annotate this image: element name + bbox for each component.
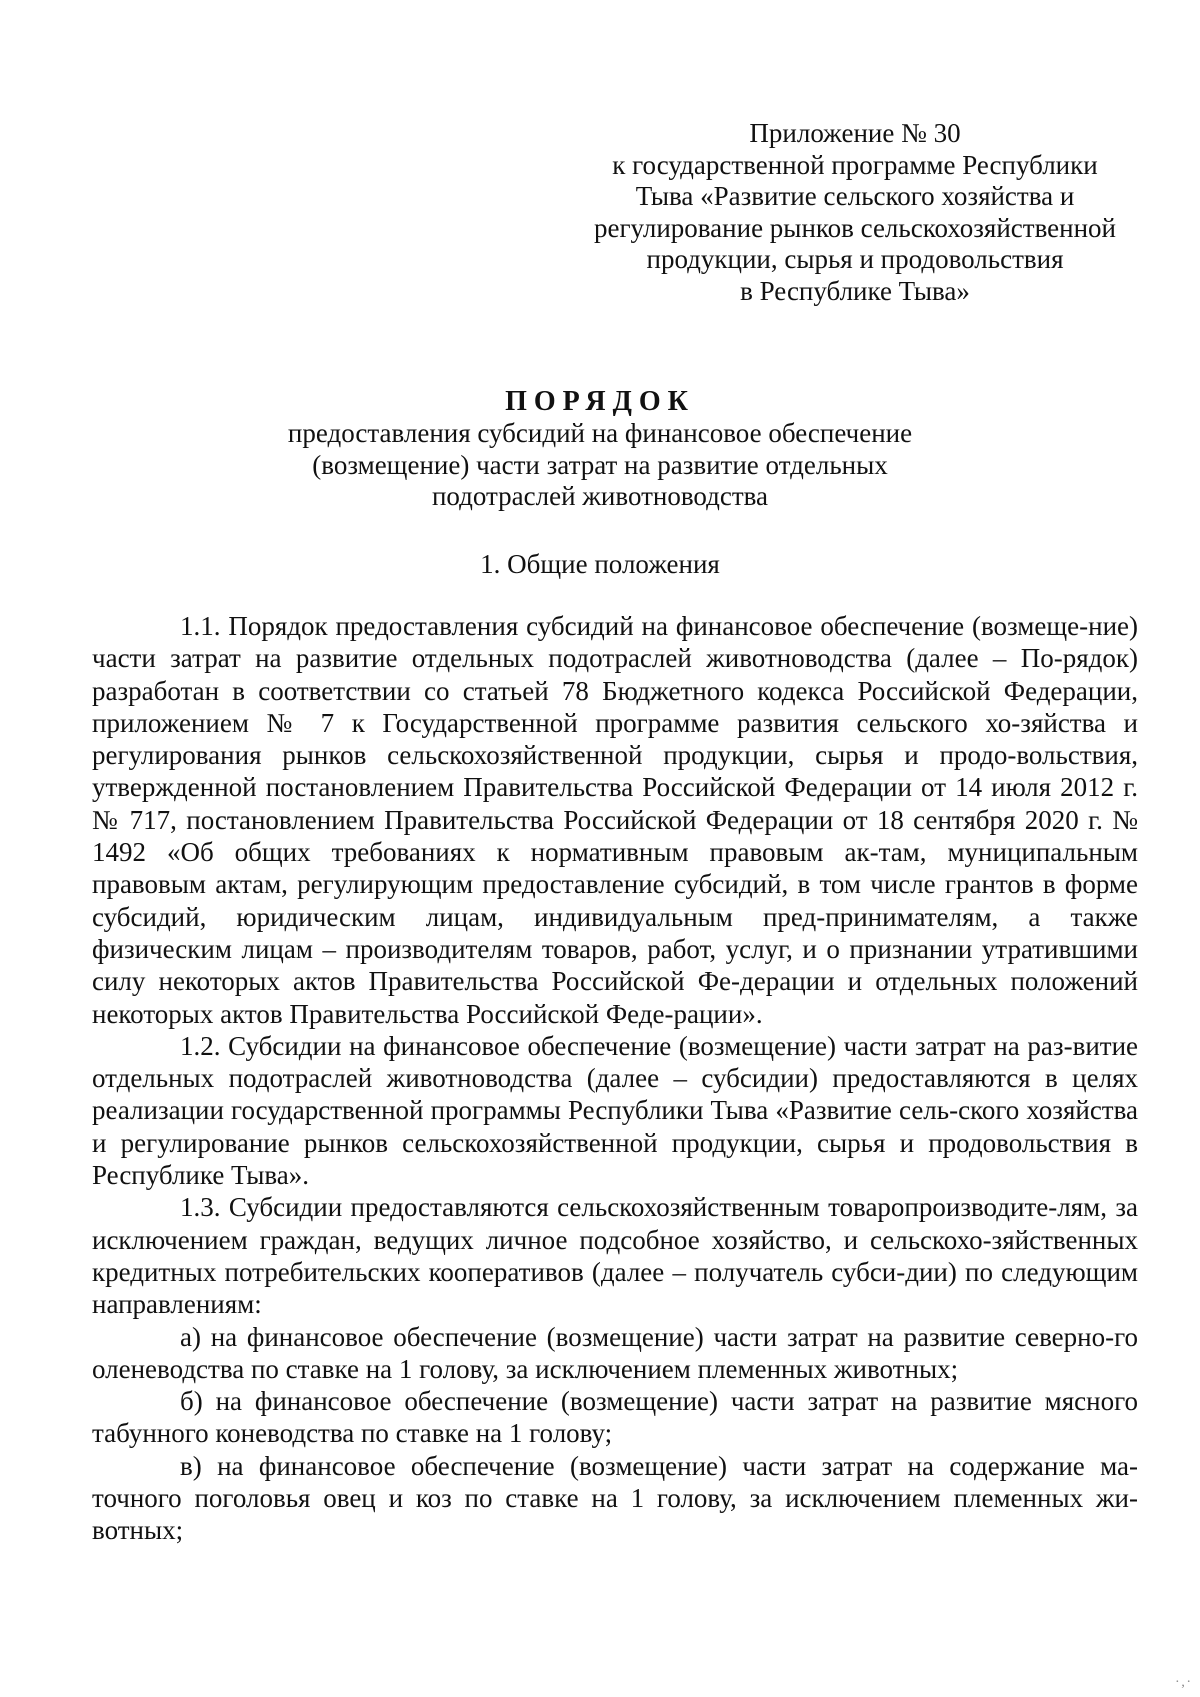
- list-item-a: а) на финансовое обеспечение (возмещение) части затрат на развитие северно-го оленеводства по ставке на 1 голову, за исключением племенных животных;: [92, 1321, 1138, 1384]
- section-heading: 1. Общие положения: [480, 549, 720, 579]
- appendix-line: Тыва «Развитие сельского хозяйства и: [635, 181, 1075, 212]
- subtitle-line: предоставления субсидий на финансовое обеспечение: [287, 418, 913, 448]
- document-title: ПОРЯДОК: [505, 386, 695, 417]
- list-item-c: в) на финансовое обеспечение (возмещение) части затрат на содержание ма-точного поголовья овец и коз по ставке на 1 голову, за исключением племенных жи-вотных;: [92, 1450, 1138, 1546]
- paragraph-1-1: 1.1. Порядок предоставления субсидий на финансовое обеспечение (возмеще-ние) части затрат на развитие отдельных подотраслей животноводства (далее – По-рядок) разработан в соответствии со статьей 78 Бюджетного кодекса Российской Федерации, приложением № 7 к Государственной программе развития сельского хо-зяйства и регулирования рынков сельскохозяйственной продукции, сырья и продо-вольствия, утвержденной постановлением Правительства Российской Федерации от 14 июля 2012 г. № 717, постановлением Правительства Российской Федерации от 18 сентября 2020 г. № 1492 «Об общих требованиях к нормативным правовым ак-там, муниципальным правовым актам, регулирующим предоставление субсидий, в том числе грантов в форме субсидий, юридическим лицам, индивидуальным пред-принимателям, а также физическим лицам – производителям товаров, работ, услуг, и о признании утратившими силу некоторых актов Правительства Российской Фе-дерации и отдельных положений некоторых актов Правительства Российской Феде-рации».: [92, 611, 1138, 1029]
- list-item-b: б) на финансовое обеспечение (возмещение) части затрат на развитие мясного табунного коневодства по ставке на 1 голову;: [92, 1386, 1138, 1449]
- appendix-header: [560, 118, 1150, 308]
- subtitle-line: подотраслей животноводства: [431, 481, 769, 512]
- appendix-line: к государственной программе Республики: [612, 149, 1098, 180]
- document-subtitle: [0, 418, 1200, 513]
- scan-artifact-mark: ·‚·: [1175, 1675, 1192, 1690]
- appendix-line: в Республике Тыва»: [740, 275, 970, 306]
- document-body: [92, 610, 1138, 1547]
- paragraph-1-2: 1.2. Субсидии на финансовое обеспечение (возмещение) части затрат на раз-витие отдельных подотраслей животноводства (далее – субсидии) предоставляются в целях реализации государственной программы Республики Тыва «Развитие сель-ского хозяйства и регулирование рынков сельскохозяйственной продукции, сырья и продовольствия в Республике Тыва».: [92, 1030, 1138, 1191]
- subtitle-line: (возмещение) части затрат на развитие отдельных: [312, 449, 888, 480]
- appendix-line: Приложение № 30: [749, 118, 961, 148]
- appendix-line: продукции, сырья и продовольствия: [646, 244, 1064, 275]
- appendix-line: регулирование рынков сельскохозяйственной: [594, 212, 1116, 243]
- paragraph-1-3: 1.3. Субсидии предоставляются сельскохозяйственным товаропроизводите-лям, за исключением граждан, ведущих личное подсобное хозяйство, и сельскохо-зяйственных кредитных потребительских кооперативов (далее – получатель субси-дии) по следующим направлениям:: [92, 1192, 1138, 1320]
